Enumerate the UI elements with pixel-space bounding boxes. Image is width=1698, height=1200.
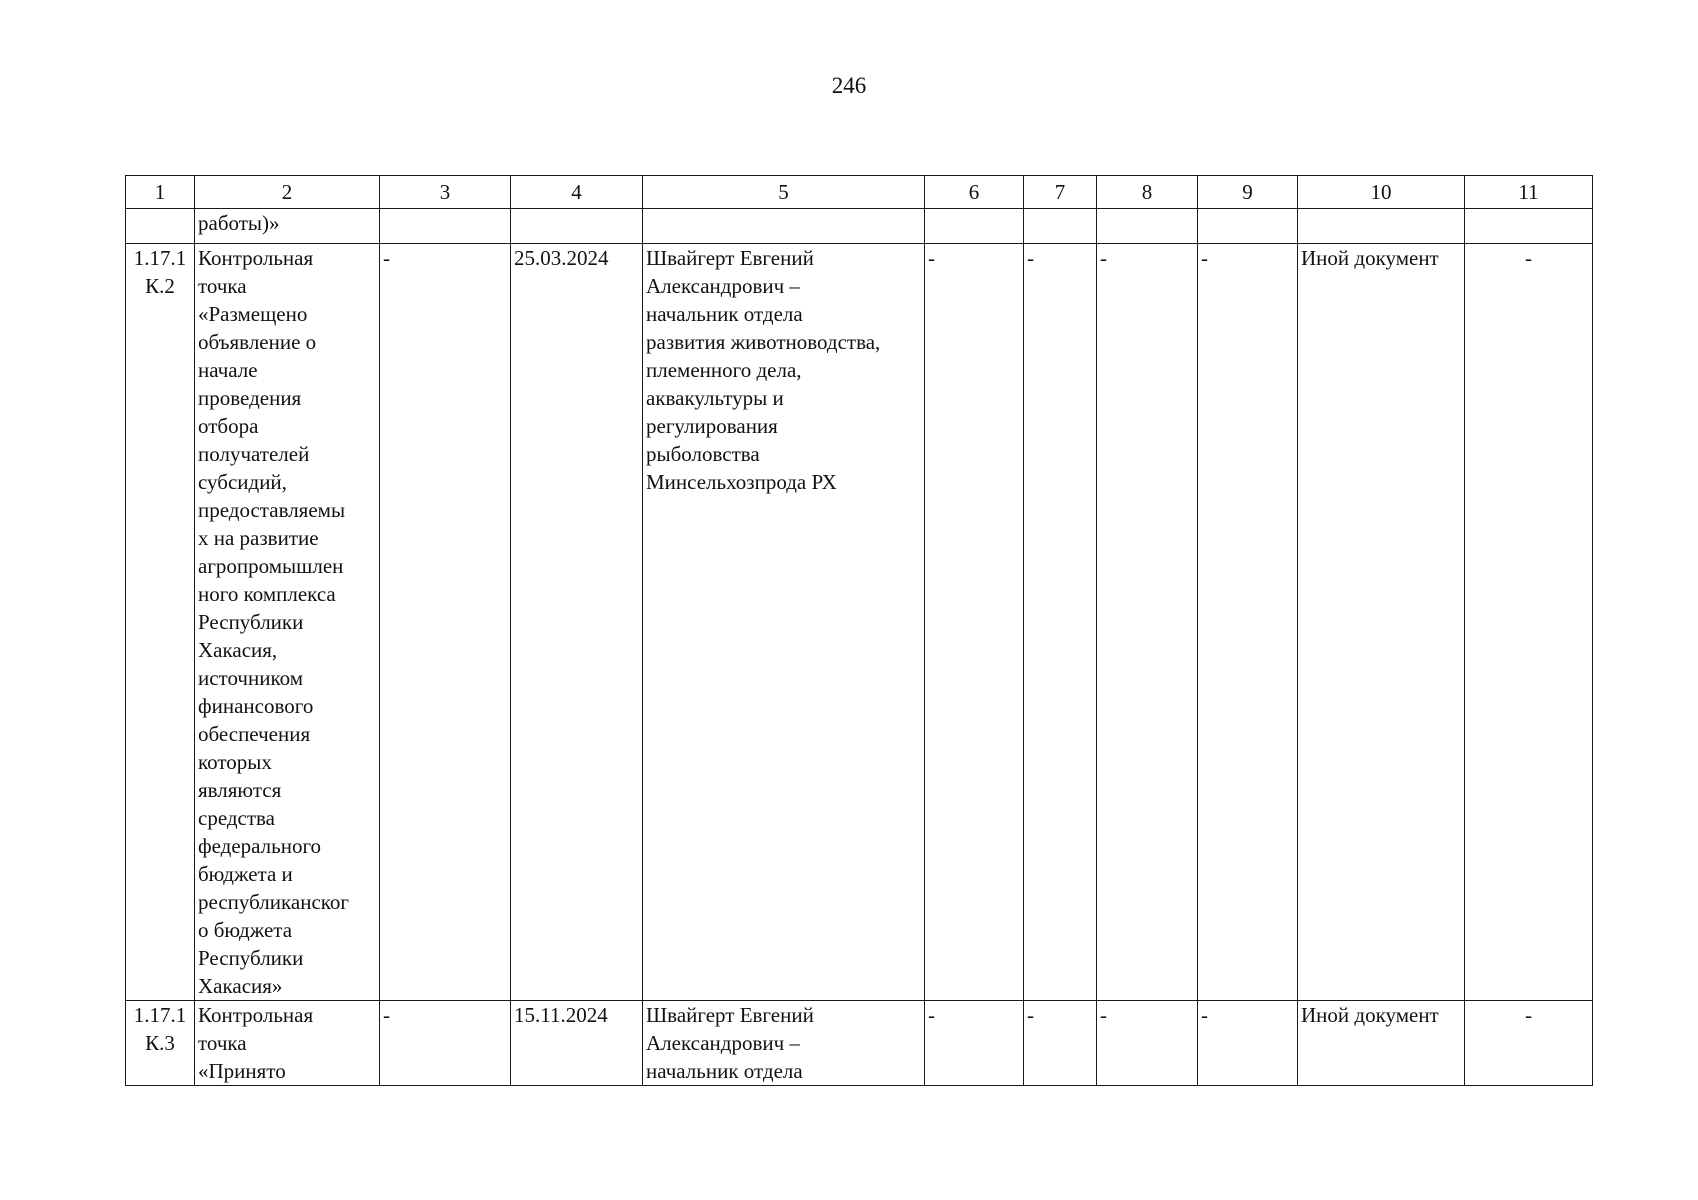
cell-line: Хакасия» bbox=[198, 974, 283, 998]
cell-line: объявление о bbox=[198, 330, 317, 354]
row-id bbox=[126, 244, 195, 1001]
table-row bbox=[126, 1001, 1593, 1086]
cell-col8: - bbox=[1097, 244, 1198, 1001]
cell-col3: - bbox=[380, 244, 511, 1001]
cell-line: Швайгерт Евгений bbox=[646, 1003, 814, 1027]
cell-line: ного комплекса bbox=[198, 582, 336, 606]
cell-line: Швайгерт Евгений bbox=[646, 246, 814, 270]
cell-line: Контрольная bbox=[198, 246, 314, 270]
cell-line: Республики bbox=[198, 946, 304, 970]
responsible-person bbox=[643, 244, 925, 1001]
cell-line: х на развитие bbox=[198, 526, 319, 550]
row-id-line: К.3 bbox=[145, 1031, 175, 1055]
cell-line: аквакультуры и bbox=[646, 386, 784, 410]
cell-col6: - bbox=[925, 1001, 1024, 1086]
cell-col3: - bbox=[380, 1001, 511, 1086]
cell-line: источником bbox=[198, 666, 303, 690]
cell-line: Республики bbox=[198, 610, 304, 634]
event-name bbox=[195, 1001, 380, 1086]
cell-line: начальник отдела bbox=[646, 302, 803, 326]
responsible-person bbox=[643, 1001, 925, 1086]
cell-line: средства bbox=[198, 806, 276, 830]
row-id-line: К.2 bbox=[145, 274, 175, 298]
cell-line: точка bbox=[198, 274, 247, 298]
column-number-6: 6 bbox=[925, 176, 1024, 209]
row-id-line: 1.17.1 bbox=[133, 246, 187, 270]
cell-line: начальник отдела bbox=[646, 1059, 803, 1083]
cell-line: развития животноводства, bbox=[646, 330, 881, 354]
cell-line: племенного дела, bbox=[646, 358, 802, 382]
row-id bbox=[126, 1001, 195, 1086]
cell-line: точка bbox=[198, 1031, 247, 1055]
cell-col9: - bbox=[1198, 244, 1298, 1001]
cell-line: проведения bbox=[198, 386, 302, 410]
cell-line: являются bbox=[198, 778, 282, 802]
deadline-date: 25.03.2024 bbox=[511, 244, 643, 1001]
column-number-8: 8 bbox=[1097, 176, 1198, 209]
column-number-5: 5 bbox=[643, 176, 925, 209]
continuation-text: работы)» bbox=[195, 209, 380, 244]
cell-line: Александрович – bbox=[646, 274, 800, 298]
column-number-row bbox=[126, 176, 1593, 209]
cell-col11: - bbox=[1465, 1001, 1593, 1086]
cell-line: рыболовства bbox=[646, 442, 760, 466]
cell-line: Хакасия, bbox=[198, 638, 278, 662]
cell-line: начале bbox=[198, 358, 258, 382]
cell-line: получателей bbox=[198, 442, 310, 466]
cell-col9: - bbox=[1198, 1001, 1298, 1086]
table-row bbox=[126, 244, 1593, 1001]
page-number: 246 bbox=[831, 73, 867, 98]
plan-table bbox=[125, 175, 1593, 1086]
cell-line: бюджета и bbox=[198, 862, 293, 886]
cell-line: субсидий, bbox=[198, 470, 287, 494]
cell-line: федерального bbox=[198, 834, 322, 858]
document-type: Иной документ bbox=[1298, 244, 1465, 1001]
continuation-row bbox=[126, 209, 1593, 244]
cell-line: регулирования bbox=[646, 414, 778, 438]
column-number-4: 4 bbox=[511, 176, 643, 209]
column-number-2: 2 bbox=[195, 176, 380, 209]
column-number-1: 1 bbox=[126, 176, 195, 209]
cell-line: обеспечения bbox=[198, 722, 311, 746]
row-id-line: 1.17.1 bbox=[133, 1003, 187, 1027]
document-type: Иной документ bbox=[1298, 1001, 1465, 1086]
cell-col7: - bbox=[1024, 1001, 1097, 1086]
cell-line: «Размещено bbox=[198, 302, 308, 326]
event-name bbox=[195, 244, 380, 1001]
column-number-7: 7 bbox=[1024, 176, 1097, 209]
cell-line: республиканског bbox=[198, 890, 350, 914]
cell-line: Александрович – bbox=[646, 1031, 800, 1055]
cell-line: о бюджета bbox=[198, 918, 293, 942]
cell-line: агропромышлен bbox=[198, 554, 344, 578]
cell-line: Минсельхозпрода РХ bbox=[646, 470, 837, 494]
cell-col8: - bbox=[1097, 1001, 1198, 1086]
column-number-3: 3 bbox=[380, 176, 511, 209]
cell-line: «Принято bbox=[198, 1059, 286, 1083]
cell-col6: - bbox=[925, 244, 1024, 1001]
column-number-11: 11 bbox=[1465, 176, 1593, 209]
cell-line: которых bbox=[198, 750, 272, 774]
cell-line: финансового bbox=[198, 694, 314, 718]
cell-line: отбора bbox=[198, 414, 259, 438]
cell-line: предоставляемы bbox=[198, 498, 346, 522]
column-number-10: 10 bbox=[1298, 176, 1465, 209]
deadline-date: 15.11.2024 bbox=[511, 1001, 643, 1086]
cell-col7: - bbox=[1024, 244, 1097, 1001]
column-number-9: 9 bbox=[1198, 176, 1298, 209]
cell-col11: - bbox=[1465, 244, 1593, 1001]
cell-line: Контрольная bbox=[198, 1003, 314, 1027]
